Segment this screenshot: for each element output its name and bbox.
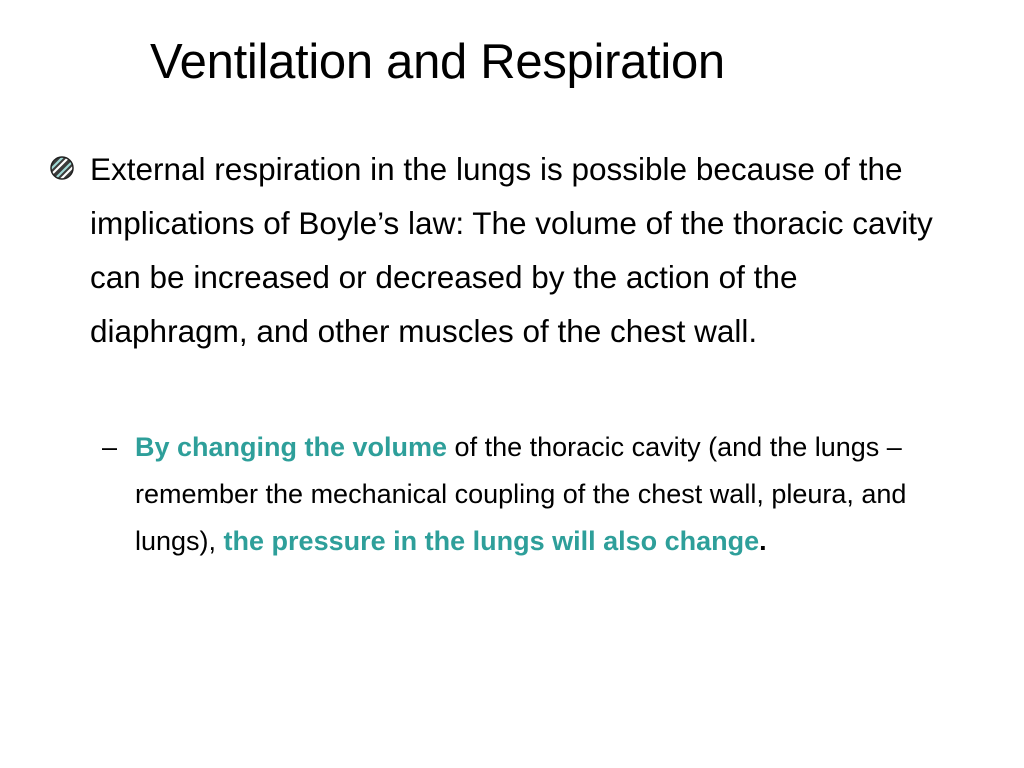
sub-bullet-middle-text: of the thoracic cavity (and the lungs – remember the mechanical coupling of the chest wall, pleura, and lungs), — [135, 432, 907, 556]
sub-bullet-period: . — [759, 526, 767, 556]
slide-title: Ventilation and Respiration — [150, 35, 725, 89]
main-bullet-text: External respiration in the lungs is possible because of the implications of Boyle’s law: The volume of the thoracic cavity can be increased or decreased by the action of the diaphragm, and other muscles of the chest wall. — [90, 151, 933, 349]
sub-bullet-text — [135, 424, 965, 565]
highlight-changing-volume: By changing the volume — [135, 432, 448, 462]
hatched-circle-bullet-icon — [50, 156, 74, 180]
highlight-pressure-change: the pressure in the lungs will also change — [223, 526, 760, 556]
sub-bullet-dash: – — [102, 432, 118, 462]
